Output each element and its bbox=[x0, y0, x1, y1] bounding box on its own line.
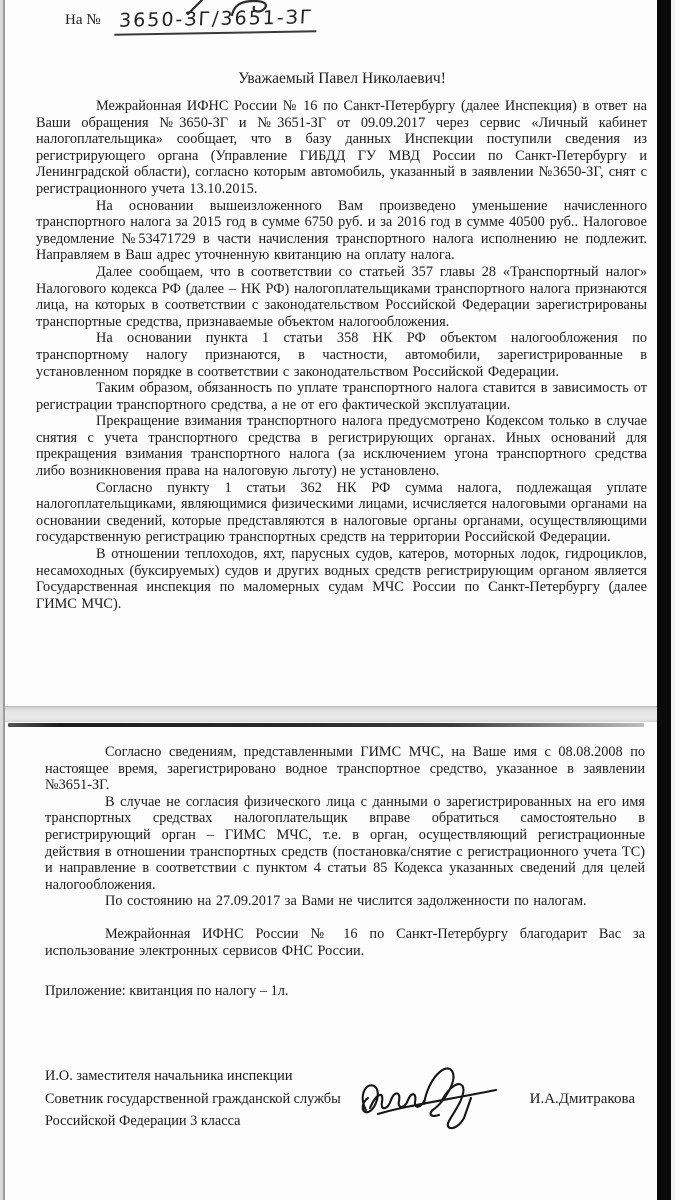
scanned-page-2 bbox=[0, 722, 675, 1200]
signer-position-line: Российской Федерации 3 класса bbox=[45, 1113, 241, 1130]
scan-left-edge-line bbox=[3, 0, 5, 1200]
scan-right-edge-sliver bbox=[671, 0, 675, 1200]
reference-number-label: На № bbox=[65, 12, 101, 28]
paragraph: Согласно пункту 1 статьи 362 НК РФ сумма налога, подлежащая уплате налогоплательщиками, являющимися физическими лицами, исчисляется налоговыми органами на основании сведений, которые представляются в налоговые органы органами, осуществляющими государственную регистрацию транспортных средств на территории Российской Федерации. bbox=[36, 479, 647, 546]
paragraph: Таким образом, обязанность по уплате транспортного налога ставится в зависимость от регистрации транспортного средства, а не от его фактической эксплуатации. bbox=[36, 380, 647, 413]
paragraph: Далее сообщаем, что в соответствии со статьей 357 главы 28 «Транспортный налог» Налогового кодекса РФ (далее – НК РФ) налогоплательщиками транспортного налога признаются лица, на которых в соответствии с законодательством Российской Федерации зарегистрированы транспортные средства, признаваемые объектом налогообложения. bbox=[36, 263, 647, 330]
paragraph: В отношении теплоходов, яхт, парусных судов, катеров, моторных лодок, гидроциклов, несамоходных (буксируемых) судов и других водных средств регистрирующим органом является Государственная инспекция по маломерных судам МЧС России по Санкт-Петербургу (далее ГИМС МЧС). bbox=[36, 546, 647, 612]
paragraph: Межрайонная ИФНС России № 16 по Санкт-Петербургу благодарит Вас за использование электронных сервисов ФНС России. bbox=[45, 925, 645, 959]
handwritten-signature-icon bbox=[354, 1058, 504, 1140]
letter-body-page-1 bbox=[36, 98, 647, 612]
paragraph: На основании вышеизложенного Вам произведено уменьшение начисленного транспортного налога за 2015 год в сумме 6750 руб. и за 2016 год в сумме 40500 руб.. Налоговое уведомление №53471729 в части начисления транспортного налога исполнению не подлежит. Направляем в Ваш адрес уточненную квитанцию на оплату налога. bbox=[36, 197, 647, 264]
paragraph: По состоянию на 27.09.2017 за Вами не числится задолженности по налогам. bbox=[105, 893, 587, 910]
reference-number-value: 3650-ЗГ/3651-ЗГ bbox=[114, 6, 318, 36]
signer-position-line: Советник государственной гражданской службы bbox=[45, 1090, 341, 1107]
paragraph: На основании пункта 1 статьи 358 НК РФ объектом налогообложения по транспортному налогу признаются, в частности, автомобили, зарегистрированные в установленном порядке в соответствии с законодательством Российской Федерации. bbox=[36, 330, 647, 380]
paragraph: Межрайонная ИФНС России № 16 по Санкт-Петербургу (далее Инспекция) в ответ на Ваши обращения №3650-ЗГ и №3651-ЗГ от 09.09.2017 через сервис «Личный кабинет налогоплательщика» сообщает, что в базу данных Инспекции поступили сведения из регистрирующего органа (Управление ГИБДД ГУ МВД России по Санкт-Петербургу и Ленинградской области), согласно которым автомобиль, указанный в заявлении №3650-ЗГ, снят с регистрационного учета 13.10.2015. bbox=[36, 98, 647, 197]
stray-pen-stroke-icon bbox=[180, 0, 290, 16]
paragraph: Согласно сведениям, представленными ГИМС МЧС, на Ваше имя с 08.08.2008 по настоящее время, зарегистрировано водное транспортное средство, указанное в заявлении №3651-ЗГ. bbox=[45, 744, 645, 794]
signature-block bbox=[45, 1058, 635, 1140]
signer-name: И.А.Дмитракова bbox=[529, 1090, 635, 1107]
paragraph: Прекращение взимания транспортного налога предусмотрено Кодексом только в случае снятия с учета транспортного средства в регистрирующих органах. Иных оснований для прекращения взимания транспортного налога (за исключением угона транспортного средства либо возникновения права на налоговую льготу) не установлено. bbox=[36, 413, 647, 480]
salutation: Уважаемый Павел Николаевич! bbox=[238, 70, 446, 87]
signer-position bbox=[45, 1065, 350, 1132]
attachment-note: Приложение: квитанция по налогу – 1л. bbox=[45, 983, 289, 1000]
paragraph: В случае не согласия физического лица с данными о зарегистрированных на его имя транспортных средствах налогоплательщик вправе обратиться самостоятельно в регистрирующий орган – ГИМС МЧС, т.е. в орган, осуществляющий регистрационные действия в отношении транспортных средств (постановка/снятие с регистрационного учета ТС) и направление в соответствии с пунктом 4 статьи 85 Кодекса указанных сведений для целей налогообложения. bbox=[45, 793, 645, 893]
scan-right-black-bar bbox=[657, 0, 671, 1200]
letter-body-page-2 bbox=[45, 744, 645, 1000]
scan-seam-line bbox=[8, 723, 644, 727]
signer-position-line: И.О. заместителя начальника инспекции bbox=[45, 1068, 293, 1085]
